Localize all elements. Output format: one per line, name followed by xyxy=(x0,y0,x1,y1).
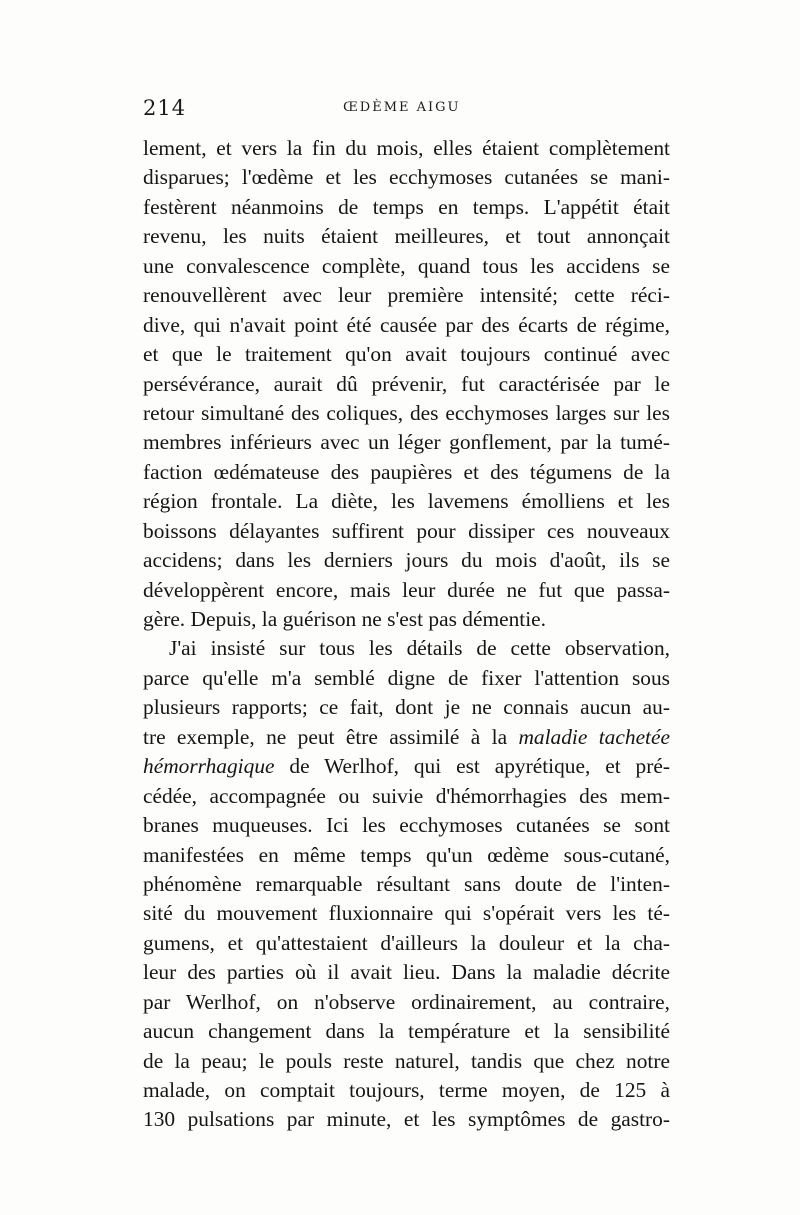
text-line xyxy=(143,399,670,428)
text-line xyxy=(143,458,670,487)
text-line xyxy=(143,487,670,516)
text-line xyxy=(143,988,670,1017)
text-segment: disparues; l'œdème et les ecchymoses cutanées se mani- xyxy=(143,165,670,190)
text-segment: persévérance, aurait dû prévenir, fut caractérisée par le xyxy=(143,371,670,396)
text-line xyxy=(143,1017,670,1046)
text-line xyxy=(143,782,670,811)
text-line xyxy=(143,723,670,752)
text-line xyxy=(143,899,670,928)
text-line xyxy=(143,370,670,399)
text-segment: sité du mouvement fluxionnaire qui s'opérait vers les té- xyxy=(143,901,670,926)
text-line xyxy=(143,311,670,340)
text-segment: retour simultané des coliques, des ecchymoses larges sur les xyxy=(143,400,670,425)
text-line xyxy=(143,1047,670,1076)
text-segment: tre exemple, ne peut être assimilé à la xyxy=(143,724,519,749)
text-segment: branes muqueuses. Ici les ecchymoses cutanées se sont xyxy=(143,813,670,838)
page-header xyxy=(143,96,670,126)
text-line xyxy=(143,428,670,457)
text-segment: de Werlhof, qui est apyrétique, et pré- xyxy=(274,754,670,779)
text-segment: par Werlhof, on n'observe ordinairement, au contraire, xyxy=(143,989,670,1014)
text-segment: J'ai insisté sur tous les détails de cette observation, xyxy=(169,636,670,661)
text-line xyxy=(143,163,670,192)
text-line xyxy=(143,752,670,781)
text-line xyxy=(143,281,670,310)
text-line xyxy=(143,252,670,281)
text-line xyxy=(143,576,670,605)
text-segment: accidens; dans les derniers jours du mois d'août, ils se xyxy=(143,548,670,573)
text-line xyxy=(143,693,670,722)
text-segment: membres inférieurs avec un léger gonflement, par la tumé- xyxy=(143,430,670,455)
text-line xyxy=(143,1105,670,1134)
text-line xyxy=(143,870,670,899)
text-segment: dive, qui n'avait point été causée par des écarts de régime, xyxy=(143,312,670,337)
text-segment: manifestées en même temps qu'un œdème sous-cutané, xyxy=(143,842,670,867)
text-segment: de la peau; le pouls reste naturel, tandis que chez notre xyxy=(143,1048,670,1073)
text-segment: lement, et vers la fin du mois, elles étaient complètement xyxy=(143,136,670,160)
text-segment: phénomène remarquable résultant sans doute de l'inten- xyxy=(143,871,670,896)
text-segment: 130 pulsations par minute, et les symptômes de gastro- xyxy=(143,1107,670,1132)
text-segment: développèrent encore, mais leur durée ne fut que passa- xyxy=(143,577,670,602)
text-segment: région frontale. La diète, les lavemens émolliens et les xyxy=(143,489,670,514)
text-line xyxy=(143,958,670,987)
text-line xyxy=(143,811,670,840)
text-line xyxy=(143,605,670,634)
italic-phrase: hémorrhagique xyxy=(143,754,275,779)
text-line xyxy=(143,340,670,369)
text-line xyxy=(143,841,670,870)
text-segment: festèrent néanmoins de temps en temps. L'appétit était xyxy=(143,194,670,219)
text-line xyxy=(143,222,670,251)
text-segment: aucun changement dans la température et la sensibilité xyxy=(143,1019,670,1044)
text-segment: plusieurs rapports; ce fait, dont je ne connais aucun au- xyxy=(143,695,670,720)
text-segment: faction œdémateuse des paupières et des tégumens de la xyxy=(143,459,670,484)
text-segment: parce qu'elle m'a semblé digne de fixer l'attention sous xyxy=(143,665,670,690)
text-line xyxy=(143,193,670,222)
body-text xyxy=(143,134,670,1135)
text-line xyxy=(143,634,670,663)
text-line xyxy=(143,517,670,546)
text-segment: malade, on comptait toujours, terme moyen, de 125 à xyxy=(143,1078,670,1102)
text-line xyxy=(143,134,670,163)
text-segment: renouvellèrent avec leur première intensité; cette réci- xyxy=(143,283,670,308)
text-line xyxy=(143,546,670,575)
text-segment: cédée, accompagnée ou suivie d'hémorrhagies des mem- xyxy=(143,783,670,808)
text-line xyxy=(143,664,670,693)
text-segment: gumens, et qu'attestaient d'ailleurs la douleur et la cha- xyxy=(143,930,670,955)
text-line xyxy=(143,929,670,958)
text-segment: leur des parties où il avait lieu. Dans la maladie décrite xyxy=(143,960,670,985)
running-title: ŒDÈME AIGU xyxy=(343,100,461,115)
text-segment: boissons délayantes suffirent pour dissiper ces nouveaux xyxy=(143,518,670,543)
text-line xyxy=(143,1076,670,1105)
text-segment: une convalescence complète, quand tous les accidens se xyxy=(143,253,670,278)
text-segment: revenu, les nuits étaient meilleures, et tout annonçait xyxy=(143,224,670,249)
text-segment: gère. Depuis, la guérison ne s'est pas démentie. xyxy=(143,607,547,631)
page-number: 214 xyxy=(143,96,187,120)
italic-phrase: maladie tachetée xyxy=(518,724,670,749)
text-segment: et que le traitement qu'on avait toujours continué avec xyxy=(143,342,670,367)
